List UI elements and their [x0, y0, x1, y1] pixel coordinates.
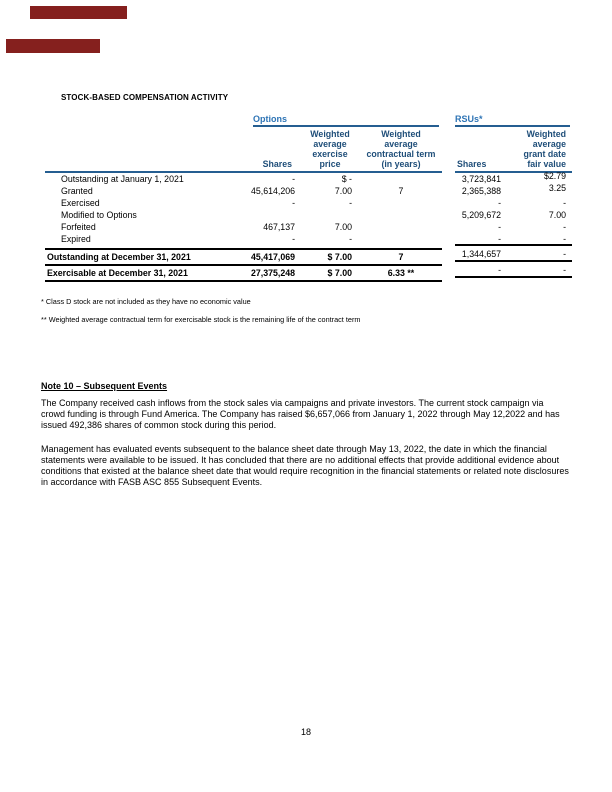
- footnote-contract-term: ** Weighted average contractual term for exercisable stock is the remaining life of the contract term: [41, 315, 361, 324]
- group-label-options: Options: [253, 114, 439, 127]
- header-rule: [45, 171, 572, 173]
- group-label-rsus: RSUs*: [455, 114, 570, 127]
- compensation-table: [45, 112, 572, 282]
- column-header-opt-term: Weighted average contractual term (in years): [366, 129, 436, 169]
- table-group-header-row: [45, 112, 572, 127]
- totals-bottom-rule: [45, 280, 572, 283]
- total-row-outstanding: Outstanding at December 31, 2021 45,417,069 $ 7.00 7 1,344,657 -: [47, 249, 566, 262]
- note-heading: Note 10 – Subsequent Events: [41, 381, 168, 391]
- footnote-class-d: * Class D stock are not included as they have no economic value: [41, 297, 251, 306]
- page-number: 18: [300, 727, 311, 737]
- section-title: STOCK-BASED COMPENSATION ACTIVITY: [61, 93, 229, 102]
- table-column-header-row: [45, 127, 572, 171]
- table-row: Outstanding at January 1, 2021 - $ - 3,723,841 $2.79: [61, 171, 566, 184]
- table-row: Forfeited 467,137 7.00 - -: [61, 222, 566, 232]
- column-header-rsu-fair-value: Weighted average grant date fair value: [523, 129, 566, 169]
- redaction-box: [6, 39, 100, 53]
- column-header-opt-shares: Shares: [262, 159, 292, 169]
- column-header-rsu-shares: Shares: [457, 159, 487, 169]
- note-paragraph: Management has evaluated events subsequent to the balance sheet date through May 13, 2022, the date in which the financial statements were available to be issued. It has concluded that there are no additional effects that provide additional evidence about conditions that existed at the balance sheet date that would require recognition in the financial statements or related note disclosures in accordance with FASB ASC 855 Subsequent Events.: [41, 444, 569, 487]
- table-row: Exercised - - - -: [61, 198, 566, 208]
- note-paragraph: The Company received cash inflows from the stock sales via campaigns and private investors. The current stock campaign via crowd funding is through Fund America. The Company has raised $6,657,066 from January 1, 2022 through May 12,2022 and has issued 492,386 shares of common stock during this period.: [41, 398, 560, 430]
- table-row: Modified to Options 5,209,672 7.00: [61, 210, 566, 220]
- redaction-box: [30, 6, 127, 19]
- table-row: Expired - - - -: [61, 234, 566, 244]
- table-row: Granted 45,614,206 7.00 7 2,365,388 3.25: [61, 183, 566, 196]
- column-header-opt-price: Weighted average exercise price: [310, 129, 350, 169]
- total-row-exercisable: Exercisable at December 31, 2021 27,375,248 $ 7.00 6.33 ** - -: [47, 264, 566, 278]
